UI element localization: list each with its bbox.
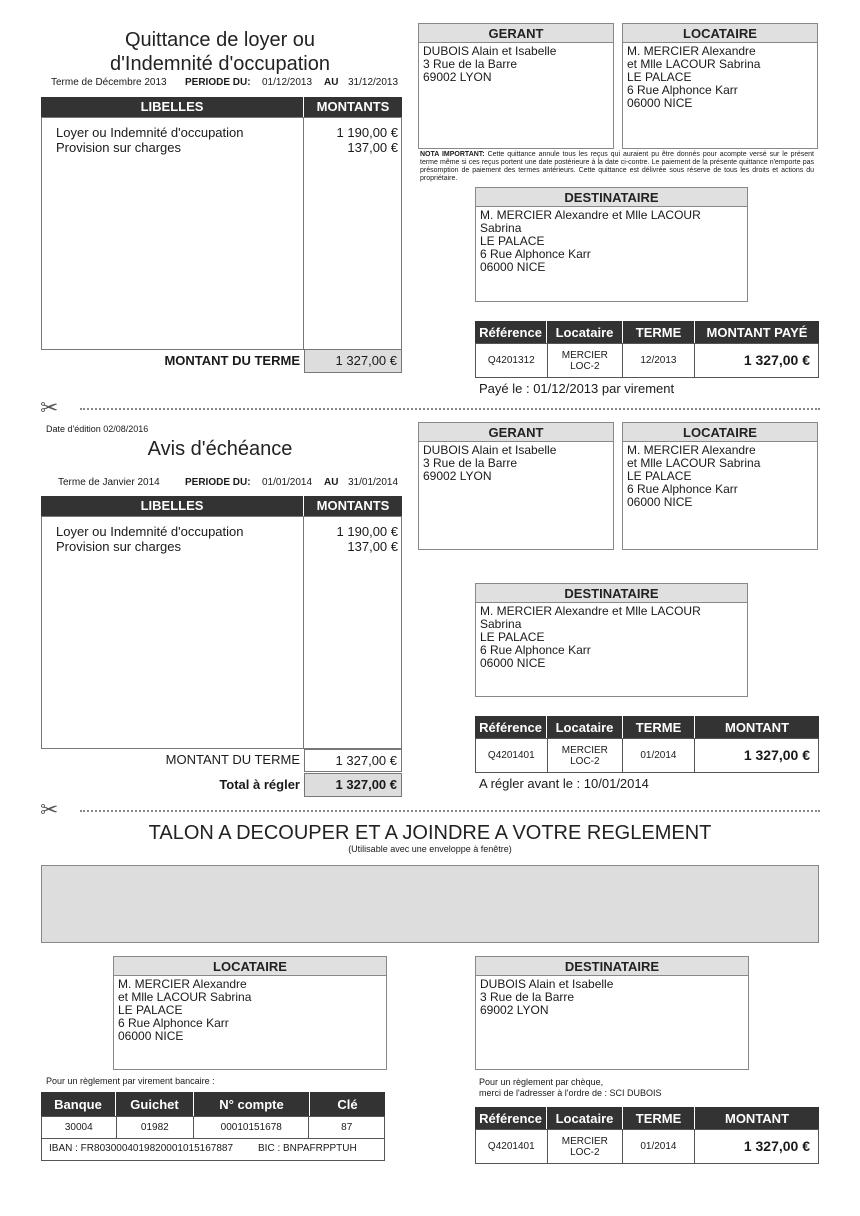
ref-col-reference: Référence <box>475 321 547 343</box>
montants-header: MONTANTS <box>303 97 402 117</box>
quittance-title-line2: d'Indemnité d'occupation <box>109 53 330 75</box>
cheque-note-line2: merci de l'adresser à l'ordre de : SCI DUBOIS <box>479 1088 662 1098</box>
quittance-terme: Terme de Décembre 2013 <box>51 77 167 88</box>
avis-total-label: MONTANT DU TERME <box>165 752 300 767</box>
paye-note: Payé le : 01/12/2013 par virement <box>479 381 675 396</box>
ref-terme: 12/2013 <box>623 344 695 377</box>
gerant-address: DUBOIS Alain et Isabelle 3 Rue de la Barre 69002 LYON <box>423 44 557 84</box>
libelles-header: LIBELLES <box>140 99 204 114</box>
talon-locataire-box <box>113 956 387 1070</box>
avis-destinataire-box <box>475 583 748 697</box>
avis-line-1-amount: 1 190,00 € <box>336 524 398 539</box>
bank-header <box>41 1092 385 1116</box>
avis-locataire-address: M. MERCIER Alexandre et Mlle LACOUR Sabrina LE PALACE 6 Rue Alphonce Karr 06000 NICE <box>627 443 761 509</box>
avis-line-2-amount: 137,00 € <box>347 539 398 554</box>
talon-ref-header <box>475 1107 819 1129</box>
avis-ref-col-locataire: Locataire <box>547 716 623 738</box>
quittance-periode-end: 31/12/2013 <box>348 77 399 88</box>
iban: IBAN : FR8030004019820001015167887 <box>49 1143 234 1154</box>
quittance-table-header <box>41 97 402 117</box>
talon-grey-band <box>41 865 819 943</box>
quittance-line-1-amount: 1 190,00 € <box>336 125 398 140</box>
cut-line <box>80 408 820 410</box>
talon-ref-locataire-name: MERCIER <box>561 1135 608 1147</box>
quittance-ref-row <box>475 343 819 378</box>
nota-important <box>420 151 814 183</box>
avis-montants-header: MONTANTS <box>303 496 402 516</box>
talon-ref-col-terme: TERME <box>623 1107 695 1129</box>
talon-title: TALON A DECOUPER ET A JOINDRE A VOTRE REGLEMENT <box>148 822 712 844</box>
cheque-note-line1: Pour un règlement par chèque, <box>479 1077 604 1087</box>
avis-regler-value: 1 327,00 € <box>304 773 402 797</box>
avis-table-header <box>41 496 402 516</box>
ref-locataire-name: MERCIER <box>561 349 608 361</box>
gerant-header: GERANT <box>419 24 613 43</box>
locataire-header: LOCATAIRE <box>623 24 817 43</box>
bank-compte: 00010151678 <box>194 1117 309 1138</box>
avis-periode-end: 31/01/2014 <box>348 477 399 488</box>
bank-col-guichet: Guichet <box>116 1092 194 1116</box>
avis-ref-locataire <box>548 739 624 772</box>
locataire-address: M. MERCIER Alexandre et Mlle LACOUR Sabrina LE PALACE 6 Rue Alphonce Karr 06000 NICE <box>627 44 761 110</box>
ref-reference: Q4201312 <box>476 344 548 377</box>
avis-periode-start: 01/01/2014 <box>262 477 313 488</box>
scissors-icon-2: ✂ <box>40 797 59 822</box>
avis-destinataire-address: M. MERCIER Alexandre et Mlle LACOUR Sabrina LE PALACE 6 Rue Alphonce Karr 06000 NICE <box>480 604 701 670</box>
quittance-destinataire-box <box>475 187 748 302</box>
quittance-line-1-label: Loyer ou Indemnité d'occupation <box>56 125 244 140</box>
talon-destinataire-box <box>475 956 749 1070</box>
talon-ref-locataire-code: LOC-2 <box>570 1146 600 1158</box>
bank-col-cle: Clé <box>337 1096 358 1112</box>
quittance-periode-label: PERIODE DU: <box>185 77 251 88</box>
iban-row <box>41 1139 385 1161</box>
ref-col-terme: TERME <box>623 321 695 343</box>
avis-ref-col-terme: TERME <box>623 716 695 738</box>
avis-locataire-box <box>622 422 818 550</box>
talon-ref-col-reference: Référence <box>475 1107 547 1129</box>
quittance-line-2-amount: 137,00 € <box>347 140 398 155</box>
quittance-au-label: AU <box>324 77 339 88</box>
avis-ref-col-reference: Référence <box>475 716 547 738</box>
avis-total-value: 1 327,00 € <box>304 749 402 772</box>
avis-ref-locataire-code: LOC-2 <box>570 755 600 767</box>
cut-line-2 <box>80 810 820 812</box>
avis-ref-montant: 1 327,00 € <box>743 747 810 763</box>
quittance-title-line1: Quittance de loyer ou <box>124 29 316 51</box>
regler-note: A régler avant le : 10/01/2014 <box>479 776 649 791</box>
ref-col-montant: MONTANT PAYÉ <box>706 324 808 340</box>
cheque-note <box>479 1077 662 1099</box>
quittance-title <box>60 28 380 76</box>
avis-libelles-header: LIBELLES <box>140 498 204 513</box>
quittance-total-value: 1 327,00 € <box>304 349 402 373</box>
bank-values-row <box>41 1116 385 1139</box>
nota-text: Cette quittance annule tous les reçus qui auraient pu être donnés pour acompte versé sur le présent terme même si ces reçus portent une date postérieure à la date ci-contre. Le paiement de la présente quittance n'emporte pas présomption de paiement des termes antérieurs. Cette quittance est délivrée sous réserve de tous les droits et actions du propriétaire. <box>420 151 815 182</box>
talon-ref-montant: 1 327,00 € <box>743 1138 810 1154</box>
nota-label: NOTA IMPORTANT: <box>420 151 485 158</box>
talon-destinataire-address: DUBOIS Alain et Isabelle 3 Rue de la Barre 69002 LYON <box>480 977 614 1017</box>
bank-col-banque: Banque <box>41 1092 116 1116</box>
quittance-ref-header <box>475 321 819 343</box>
virement-note: Pour un règlement par virement bancaire : <box>46 1076 215 1086</box>
destinataire-header: DESTINATAIRE <box>476 188 747 207</box>
talon-subtitle: (Utilisable avec une enveloppe à fenêtre) <box>348 844 512 854</box>
avis-ref-header <box>475 716 819 738</box>
avis-ref-col-montant: MONTANT <box>724 719 790 735</box>
talon-ref-row <box>475 1129 819 1164</box>
avis-terme: Terme de Janvier 2014 <box>58 477 160 488</box>
avis-regler-label: Total à régler <box>219 777 300 792</box>
talon-ref-col-montant: MONTANT <box>724 1110 790 1126</box>
quittance-periode-start: 01/12/2013 <box>262 77 313 88</box>
bank-cle: 87 <box>341 1122 353 1133</box>
bank-banque: 30004 <box>42 1117 117 1138</box>
talon-ref-reference: Q4201401 <box>476 1130 548 1163</box>
avis-line-2-label: Provision sur charges <box>56 539 181 554</box>
avis-gerant-box <box>418 422 614 550</box>
talon-ref-locataire <box>548 1130 624 1163</box>
destinataire-address: M. MERCIER Alexandre et Mlle LACOUR Sabrina LE PALACE 6 Rue Alphonce Karr 06000 NICE <box>480 208 701 274</box>
bic: BIC : BNPAFRPPTUH <box>258 1143 357 1154</box>
talon-ref-terme: 01/2014 <box>623 1130 695 1163</box>
bank-col-compte: N° compte <box>194 1092 310 1116</box>
avis-destinataire-header: DESTINATAIRE <box>476 584 747 603</box>
avis-ref-row <box>475 738 819 773</box>
talon-locataire-address: M. MERCIER Alexandre et Mlle LACOUR Sabrina LE PALACE 6 Rue Alphonce Karr 06000 NICE <box>118 977 252 1043</box>
quittance-gerant-box <box>418 23 614 149</box>
avis-gerant-address: DUBOIS Alain et Isabelle 3 Rue de la Barre 69002 LYON <box>423 443 557 483</box>
ref-locataire <box>548 344 624 377</box>
quittance-total-label: MONTANT DU TERME <box>164 353 300 368</box>
scissors-icon: ✂ <box>40 395 59 420</box>
ref-col-locataire: Locataire <box>547 321 623 343</box>
ref-montant: 1 327,00 € <box>743 352 810 368</box>
avis-ref-locataire-name: MERCIER <box>561 744 608 756</box>
avis-ref-reference: Q4201401 <box>476 739 548 772</box>
avis-date-edition: Date d'édition 02/08/2016 <box>46 424 149 434</box>
talon-locataire-header: LOCATAIRE <box>114 957 386 976</box>
avis-locataire-header: LOCATAIRE <box>623 423 817 442</box>
quittance-line-2-label: Provision sur charges <box>56 140 181 155</box>
talon-destinataire-header: DESTINATAIRE <box>476 957 748 976</box>
avis-line-1-label: Loyer ou Indemnité d'occupation <box>56 524 244 539</box>
avis-title: Avis d'échéance <box>147 438 293 460</box>
avis-ref-terme: 01/2014 <box>623 739 695 772</box>
avis-periode-label: PERIODE DU: <box>185 477 251 488</box>
avis-au-label: AU <box>324 477 339 488</box>
ref-locataire-code: LOC-2 <box>570 360 600 372</box>
talon-ref-col-locataire: Locataire <box>547 1107 623 1129</box>
quittance-locataire-box <box>622 23 818 149</box>
bank-guichet: 01982 <box>117 1117 195 1138</box>
avis-gerant-header: GERANT <box>419 423 613 442</box>
